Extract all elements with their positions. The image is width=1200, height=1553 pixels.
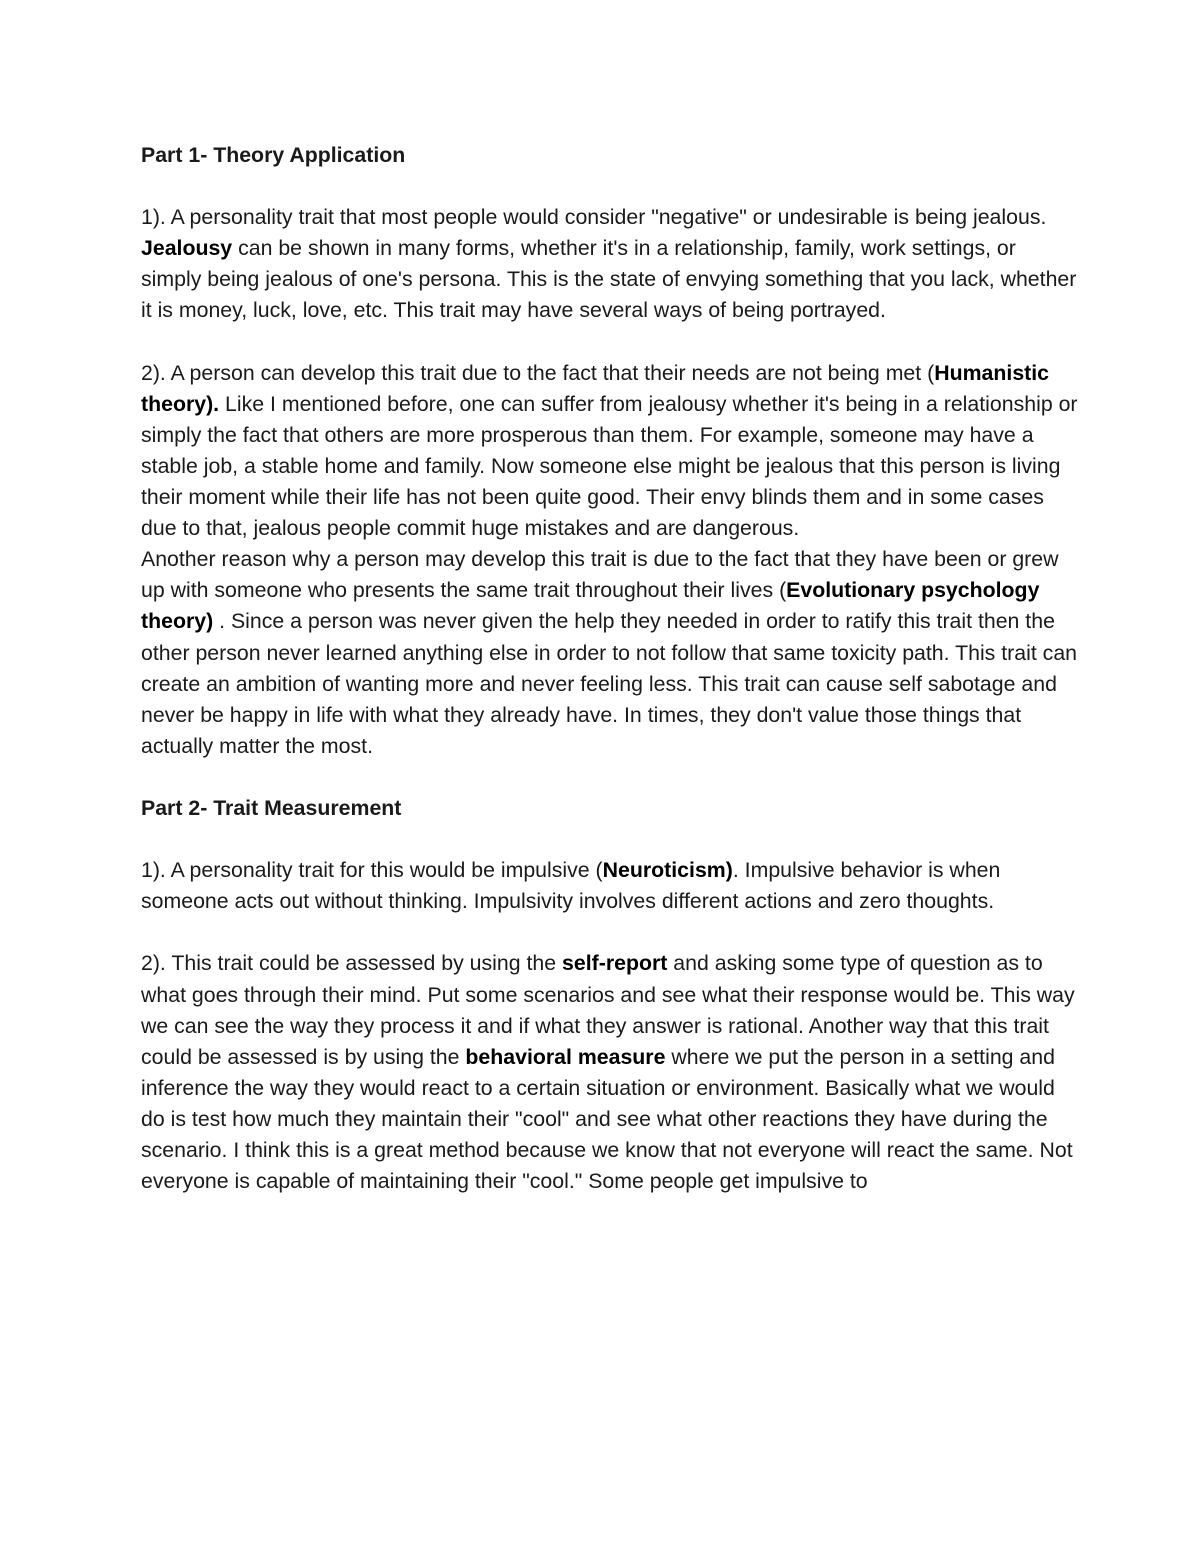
part1-paragraph-2 [141,358,1081,545]
part2-paragraph-1 [141,855,1081,917]
spacer [141,824,1081,855]
part1-heading: Part 1- Theory Application [141,143,406,167]
bold-term-neuroticism: Neuroticism) [602,858,733,883]
bold-term-humanistic-theory: Humanistic theory). [141,360,1050,416]
text-run: and asking some type of question as to what goes through their mind. Put some scenarios and see what their response would be. This way we can see the way they process it and if what they answer is rational. Another way that this trait could be assessed is by using the [141,951,1075,1069]
part1-paragraph-3 [141,544,1081,762]
text-run: . Impulsive behavior is when someone acts out without thinking. Impulsivity involves different actions and zero thoughts. [141,858,1001,914]
text-run: 1). A personality trait that most people would consider "negative" or undesirable is being jealous. [141,205,1047,230]
part1-paragraph-1 [141,202,1081,326]
document-page [141,140,1081,1197]
spacer [141,327,1081,358]
text-run: 2). A person can develop this trait due to the fact that their needs are not being met ( [141,360,935,385]
spacer [141,917,1081,948]
bold-term-evolutionary-psychology: Evolutionary psychology theory) [141,578,1040,634]
part2-paragraph-2 [141,948,1081,1197]
text-run: where we put the person in a setting and inference the way they would react to a certain situation or environment. Basically what we would do is test how much they maintain their "cool" and see what other reactions they have during the scenario. I think this is a great method because we know that not everyone will react the same. Not everyone is capable of maintaining their "cool." Some people get impulsive to [141,1044,1073,1194]
text-run: can be shown in many forms, whether it's in a relationship, family, work settings, or simply being jealous of one's persona. This is the state of envying something that you lack, whether it is money, luck, love, etc. This trait may have several ways of being portrayed. [141,236,1077,323]
spacer [141,171,1081,202]
spacer [141,762,1081,793]
text-run: 2). This trait could be assessed by using the [141,951,563,976]
part2-heading: Part 2- Trait Measurement [141,795,402,820]
text-run: Like I mentioned before, one can suffer from jealousy whether it's being in a relationship or simply the fact that others are more prosperous than them. For example, someone may have a stable job, a stable home and family. Now someone else might be jealous that this person is living their moment while their life has not been quite good. Their envy blinds them and in some cases due to that, jealous people commit huge mistakes and are dangerous. [141,391,1078,541]
text-run: Another reason why a person may develop this trait is due to the fact that they have been or grew up with someone who presents the same trait throughout their lives ( [141,547,1059,603]
text-run: . Since a person was never given the help they needed in order to ratify this trait then the other person never learned anything else in order to not follow that same toxicity path. This trait can create an ambition of wanting more and never feeling less. This trait can cause self sabotage and never be happy in life with what they already have. In times, they don't value those things that actually matter the most. [141,609,1078,758]
text-run: 1). A personality trait for this would be impulsive ( [141,858,603,883]
bold-term-self-report: self-report [562,951,668,976]
bold-term-behavioral-measure: behavioral measure [465,1044,666,1069]
bold-term-jealousy: Jealousy [141,236,233,261]
